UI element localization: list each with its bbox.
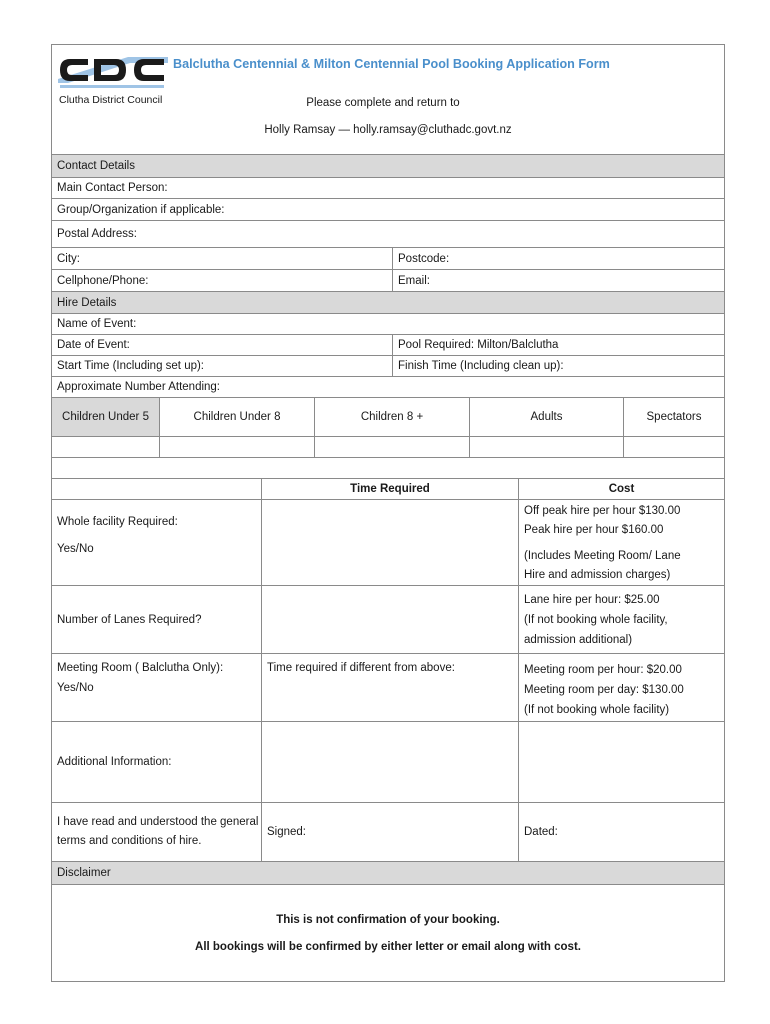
spacer-row <box>52 457 724 478</box>
dated-label: Dated: <box>524 826 558 838</box>
meeting-cost-note: (If not booking whole facility) <box>524 704 670 716</box>
terms-label: I have read and understood the general terms and conditions of hire. <box>57 816 259 847</box>
form-header <box>52 45 724 154</box>
event-name-label: Name of Event: <box>57 318 137 330</box>
terms-row <box>52 802 724 861</box>
form-title: Balclutha Centennial & Milton Centennial Pool Booking Application Form <box>173 57 610 71</box>
event-date-label: Date of Event: <box>57 339 130 351</box>
start-time-field[interactable] <box>52 356 392 376</box>
children-8-plus-input[interactable] <box>314 437 469 457</box>
hire-section-label: Hire Details <box>57 296 117 309</box>
lanes-cost <box>518 586 724 653</box>
instruction-text: Please complete and return to <box>306 97 460 109</box>
disclaimer-line-1: This is not confirmation of your booking. <box>276 914 500 926</box>
meeting-room-yesno[interactable]: Yes/No <box>57 682 94 694</box>
booking-header-row <box>52 478 724 499</box>
additional-info-row <box>52 721 724 802</box>
whole-facility-label: Whole facility Required: <box>57 516 178 528</box>
booking-form <box>51 44 725 982</box>
finish-time-field[interactable] <box>392 356 724 376</box>
meeting-cost-day: Meeting room per day: $130.00 <box>524 684 684 696</box>
attending-row <box>52 376 724 397</box>
phone-email-row <box>52 269 724 291</box>
contact-section-header <box>52 154 724 177</box>
whole-cost-offpeak: Off peak hire per hour $130.00 <box>524 505 681 517</box>
start-time-label: Start Time (Including set up): <box>57 360 205 372</box>
disclaimer-line-2: All bookings will be confirmed by either letter or email along with cost. <box>195 941 581 953</box>
event-date-row <box>52 334 724 355</box>
signed-label: Signed: <box>267 826 307 838</box>
pool-required-label: Pool Required: Milton/Balclutha <box>398 339 559 351</box>
main-contact-row[interactable] <box>52 177 724 198</box>
lanes-row <box>52 585 724 653</box>
group-row[interactable] <box>52 198 724 220</box>
col-time-required: Time Required <box>261 479 518 499</box>
hire-section-header <box>52 291 724 313</box>
col-children-8-plus: Children 8 + <box>314 398 469 436</box>
attendance-header-row <box>52 397 724 436</box>
whole-cost-note: (Includes Meeting Room/ Lane Hire and admission charges) <box>524 550 681 581</box>
meeting-room-row <box>52 653 724 721</box>
col-children-under-5: Children Under 5 <box>62 411 149 423</box>
council-name: Clutha District Council <box>59 94 163 106</box>
contact-section-label: Contact Details <box>57 160 135 172</box>
col-spectators: Spectators <box>623 398 724 436</box>
group-label: Group/Organization if applicable: <box>57 203 225 216</box>
event-name-row[interactable] <box>52 313 724 334</box>
city-label: City: <box>57 252 80 265</box>
email-field[interactable] <box>392 270 724 291</box>
meeting-room-cost <box>518 654 724 721</box>
children-under-8-input[interactable] <box>159 437 314 457</box>
event-date-field[interactable] <box>52 335 392 355</box>
main-contact-label: Main Contact Person: <box>57 182 168 194</box>
meeting-cost-hour: Meeting room per hour: $20.00 <box>524 664 682 676</box>
whole-facility-yesno[interactable]: Yes/No <box>57 543 94 555</box>
additional-info-extra[interactable] <box>518 722 724 802</box>
dated-field[interactable] <box>518 803 724 861</box>
meeting-room-label: Meeting Room ( Balclutha Only): <box>57 662 224 674</box>
lanes-cost-rate: Lane hire per hour: $25.00 <box>524 594 660 606</box>
whole-cost-peak: Peak hire per hour $160.00 <box>524 524 664 536</box>
disclaimer-section-header <box>52 861 724 884</box>
col-cost: Cost <box>518 479 724 499</box>
return-contact: Holly Ramsay — holly.ramsay@cluthadc.govt.nz <box>264 124 512 136</box>
additional-info-input[interactable] <box>261 722 518 802</box>
postal-row[interactable] <box>52 220 724 247</box>
additional-info-label: Additional Information: <box>57 756 172 768</box>
signed-field[interactable] <box>261 803 518 861</box>
city-postcode-row <box>52 247 724 269</box>
whole-facility-time-input[interactable] <box>261 500 518 585</box>
finish-time-label: Finish Time (Including clean up): <box>398 360 564 372</box>
meeting-room-time[interactable] <box>261 654 518 721</box>
attendance-input-row <box>52 436 724 457</box>
children-under-5-input[interactable] <box>52 437 159 457</box>
disclaimer-section-label: Disclaimer <box>57 867 111 879</box>
postal-label: Postal Address: <box>57 228 137 240</box>
booking-header-blank <box>52 479 261 499</box>
whole-facility-row <box>52 499 724 585</box>
email-label: Email: <box>398 274 430 287</box>
meeting-room-cell <box>52 654 261 721</box>
col-adults: Adults <box>469 398 623 436</box>
attending-label: Approximate Number Attending: <box>57 381 221 393</box>
postcode-field[interactable] <box>392 248 724 269</box>
council-logo-icon <box>58 51 168 93</box>
lanes-label: Number of Lanes Required? <box>57 613 202 626</box>
lanes-time-input[interactable] <box>261 586 518 653</box>
pool-required-field[interactable] <box>392 335 724 355</box>
postcode-label: Postcode: <box>398 252 450 265</box>
phone-label: Cellphone/Phone: <box>57 274 149 287</box>
city-field[interactable] <box>52 248 392 269</box>
whole-facility-cell <box>52 500 261 585</box>
whole-facility-cost <box>518 500 724 585</box>
times-row <box>52 355 724 376</box>
adults-input[interactable] <box>469 437 623 457</box>
col-children-under-8: Children Under 8 <box>159 398 314 436</box>
spectators-input[interactable] <box>623 437 724 457</box>
meeting-room-time-label: Time required if different from above: <box>267 662 455 674</box>
disclaimer-body <box>52 884 724 981</box>
lanes-cost-note: (If not booking whole facility, admission additional) <box>524 614 668 646</box>
phone-field[interactable] <box>52 270 392 291</box>
